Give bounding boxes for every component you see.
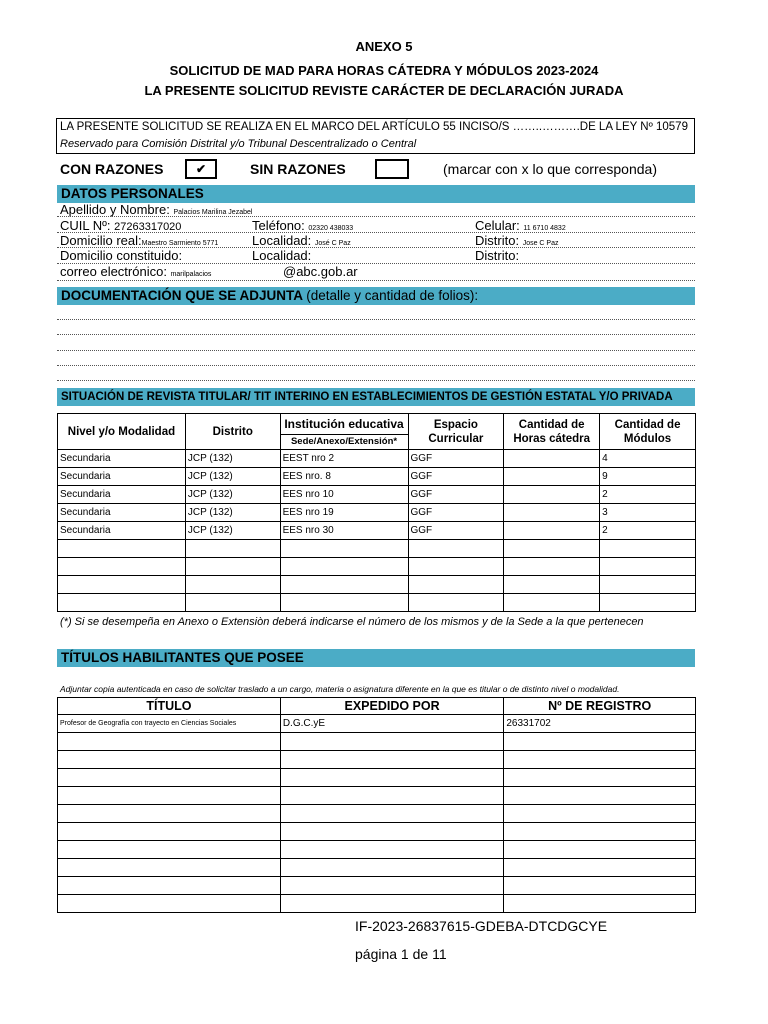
table-row[interactable] — [58, 769, 696, 787]
col-espacio: Espacio Curricular — [408, 414, 504, 450]
sin-razones-label: SIN RAZONES — [250, 161, 346, 177]
name-value: Palacios Marilina Jezabel — [173, 209, 253, 216]
locality-field[interactable]: Localidad: José C Paz — [252, 233, 351, 248]
table-row[interactable] — [58, 877, 696, 895]
form-title: SOLICITUD DE MAD PARA HORAS CÁTEDRA Y MÓDULOS 2023-2024 — [169, 63, 599, 78]
district2-field[interactable]: Distrito: — [475, 248, 520, 263]
documentation-line[interactable] — [57, 365, 695, 366]
documentation-line[interactable] — [57, 380, 695, 381]
situation-footnote: (*) Si se desempeña en Anexo o Extensiòn deberá indicarse el número de los mismos y de la Sede a la que pertenecen — [60, 616, 644, 628]
locality-value: José C Paz — [314, 240, 351, 247]
table-row[interactable] — [58, 751, 696, 769]
col-modulos: Cantidad de Módulos — [600, 414, 696, 450]
con-razones-label: CON RAZONES — [60, 161, 164, 177]
table-row[interactable] — [58, 733, 696, 751]
situation-table — [57, 413, 696, 612]
table-row[interactable] — [58, 558, 696, 576]
address2-field[interactable]: Domicilio constituido: — [60, 248, 183, 263]
page-number: página 1 de 11 — [355, 946, 447, 962]
checkmark-icon: ✔ — [195, 162, 207, 176]
col-institucion: Institución educativa Sede/Anexo/Extensión* — [280, 414, 408, 450]
address-field[interactable]: Domicilio real:Maestro Sarmiento 5771 — [60, 233, 219, 248]
col-registro: Nº DE REGISTRO — [504, 698, 696, 715]
situation-header: SITUACIÓN DE REVISTA TITULAR/ TIT INTERINO EN ESTABLECIMIENTOS DE GESTIÓN ESTATAL Y/O PRIVADA — [57, 388, 695, 406]
email-field[interactable]: correo electrónico: marilpalacios — [60, 264, 212, 279]
con-razones-checkbox[interactable] — [185, 159, 217, 179]
titles-note: Adjuntar copia autenticada en caso de solicitar traslado a un cargo, materia o asignatura diferente en la que es titular o de distinto nivel o modalidad. — [60, 684, 620, 694]
col-horas: Cantidad de Horas cátedra — [504, 414, 600, 450]
table-row[interactable]: Secundaria JCP (132) EES nro. 8 GGF 9 — [58, 468, 696, 486]
table-row[interactable] — [58, 895, 696, 913]
table-row[interactable] — [58, 859, 696, 877]
table-row[interactable] — [58, 576, 696, 594]
framework-line: LA PRESENTE SOLICITUD SE REALIZA EN EL MARCO DEL ARTÍCULO 55 INCISO/S ……..……….DE LA LEY Nº 10579 — [60, 121, 688, 133]
table-row[interactable] — [58, 823, 696, 841]
document-id: IF-2023-26837615-GDEBA-DTCDGCYE — [355, 918, 608, 934]
reserved-note: Reservado para Comisión Distrital y/o Tribunal Descentralizado o Central — [60, 138, 417, 150]
documentation-line[interactable] — [57, 319, 695, 320]
district-field[interactable]: Distrito: Jose C Paz — [475, 233, 559, 248]
personal-data-header: DATOS PERSONALES — [57, 185, 695, 203]
phone-value: 02320 438033 — [308, 225, 354, 232]
table-row[interactable]: Secundaria JCP (132) EES nro 30 GGF 2 — [58, 522, 696, 540]
email-value: marilpalacios — [170, 271, 212, 278]
annex-label: ANEXO 5 — [355, 39, 413, 54]
cuil-value: 27263317020 — [114, 221, 182, 233]
table-row[interactable] — [58, 540, 696, 558]
col-nivel: Nivel y/o Modalidad — [58, 414, 186, 450]
col-expedido: EXPEDIDO POR — [280, 698, 504, 715]
table-row[interactable]: Profesor de Geografía con trayecto en Ciencias Sociales D.G.C.yE 26331702 — [58, 715, 696, 733]
form-subtitle: LA PRESENTE SOLICITUD REVISTE CARÁCTER DE DECLARACIÓN JURADA — [144, 83, 624, 98]
documentation-line[interactable] — [57, 334, 695, 335]
table-row[interactable] — [58, 594, 696, 612]
address-value: Maestro Sarmiento 5771 — [141, 240, 219, 247]
table-row[interactable] — [58, 787, 696, 805]
titles-header: TÍTULOS HABILITANTES QUE POSEE — [57, 649, 695, 667]
cuil-field[interactable]: CUIL Nº: 27263317020 — [60, 218, 182, 233]
phone-field[interactable]: Teléfono: 02320 438033 — [252, 218, 354, 233]
table-row[interactable]: Secundaria JCP (132) EEST nro 2 GGF 4 — [58, 450, 696, 468]
table-row[interactable] — [58, 841, 696, 859]
email-domain: @abc.gob.ar — [283, 264, 358, 279]
table-row[interactable]: Secundaria JCP (132) EES nro 19 GGF 3 — [58, 504, 696, 522]
titles-table — [57, 697, 696, 913]
col-titulo: TÍTULO — [58, 698, 281, 715]
col-distrito: Distrito — [185, 414, 280, 450]
name-field[interactable]: Apellido y Nombre: Palacios Marilina Jezabel — [60, 202, 253, 217]
cell-value: 11 6710 4832 — [523, 225, 566, 232]
framework-box — [56, 118, 695, 154]
district-value: Jose C Paz — [522, 240, 559, 247]
razones-instruction: (marcar con x lo que corresponda) — [443, 161, 657, 177]
cell-field[interactable]: Celular: 11 6710 4832 — [475, 218, 566, 233]
sin-razones-checkbox[interactable] — [375, 159, 409, 179]
table-row[interactable]: Secundaria JCP (132) EES nro 10 GGF 2 — [58, 486, 696, 504]
documentation-header: DOCUMENTACIÓN QUE SE ADJUNTA (detalle y cantidad de folios): — [57, 287, 695, 305]
table-row[interactable] — [58, 805, 696, 823]
locality2-field[interactable]: Localidad: — [252, 248, 312, 263]
documentation-line[interactable] — [57, 350, 695, 351]
